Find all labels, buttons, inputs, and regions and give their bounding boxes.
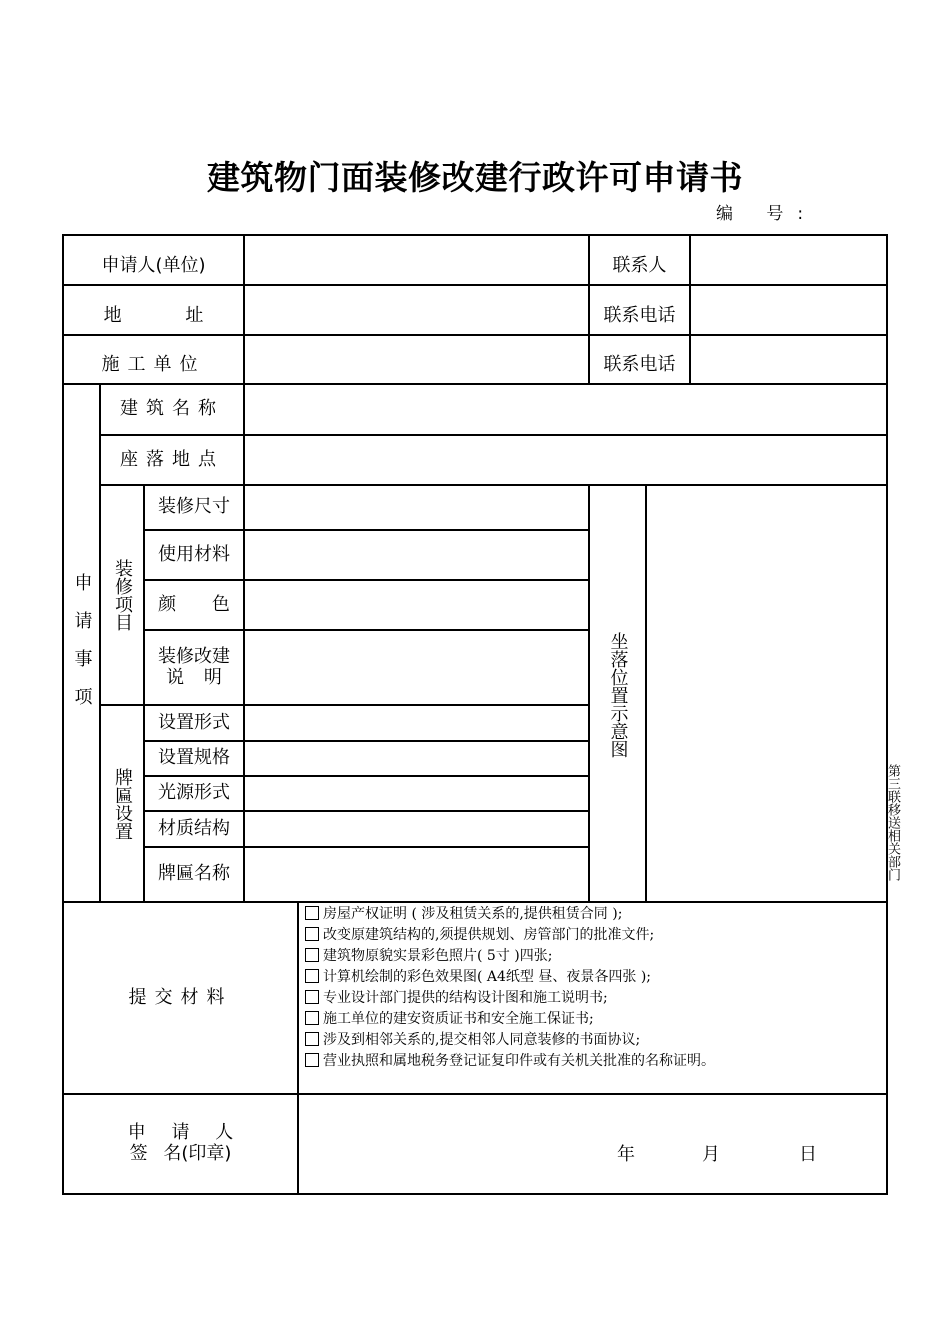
sign-form-label: 设置形式 <box>158 711 230 733</box>
address-label: 地 址 <box>103 304 204 326</box>
construction-unit-label: 施工单位 <box>101 353 206 375</box>
checklist-item: 施工单位的建安资质证书和安全施工保证书; <box>305 1009 880 1030</box>
construction-unit-field[interactable] <box>245 336 588 383</box>
checklist-item: 改变原建筑结构的,须提供规划、房管部门的批准文件; <box>305 925 880 946</box>
applicant-signature-label <box>64 1095 297 1193</box>
checkbox[interactable] <box>305 1011 319 1025</box>
renovation-description-label-line2: 说 明 <box>166 666 222 688</box>
decoration-items-group-label: 装修项目 <box>112 559 133 631</box>
date-month-label: 月 <box>702 1143 720 1165</box>
checkbox[interactable] <box>305 927 319 941</box>
checklist-item: 建筑物原貌实景彩色照片( 5寸 )四张; <box>305 946 880 967</box>
sign-form-field[interactable] <box>245 706 588 740</box>
building-name-label: 建筑名称 <box>120 398 224 420</box>
table-border-bottom <box>62 1193 888 1195</box>
checklist-item: 房屋产权证明 ( 涉及租赁关系的,提供租赁合同 ); <box>305 904 880 925</box>
sign-settings-group-label: 牌匾设置 <box>112 767 133 840</box>
checklist-item: 涉及到相邻关系的,提交相邻人同意装修的书面协议; <box>305 1030 880 1051</box>
checkbox[interactable] <box>305 990 319 1004</box>
checklist-item: 专业设计部门提供的结构设计图和施工说明书; <box>305 988 880 1009</box>
contact-person-field[interactable] <box>691 236 886 284</box>
copy-routing-note: 第三联移送相关部门 <box>885 764 900 881</box>
location-label: 座落地点 <box>120 448 224 470</box>
contact-person-label: 联系人 <box>612 254 667 276</box>
application-form-table <box>62 234 888 1195</box>
material-structure-label: 材质结构 <box>158 817 230 839</box>
serial-number-label: 编 号: <box>716 204 818 224</box>
location-diagram-area[interactable] <box>647 486 886 901</box>
contact-phone-field[interactable] <box>691 286 886 334</box>
sign-name-field[interactable] <box>245 848 588 901</box>
checklist-item: 营业执照和属地税务登记证复印件或有关机关批准的名称证明。 <box>305 1051 880 1072</box>
checkbox[interactable] <box>305 969 319 983</box>
applicant-value-field[interactable] <box>245 236 588 284</box>
date-day-label: 日 <box>799 1143 817 1165</box>
renovation-description-label-line1: 装修改建 <box>158 645 230 667</box>
sign-spec-field[interactable] <box>245 742 588 775</box>
submit-materials-checklist <box>305 904 880 1089</box>
checkbox[interactable] <box>305 1053 319 1067</box>
contact-phone-label: 联系电话 <box>603 304 676 326</box>
address-field[interactable] <box>245 286 588 334</box>
location-field[interactable] <box>245 436 886 484</box>
sign-spec-label: 设置规格 <box>158 747 230 769</box>
renovation-description-label <box>145 631 243 704</box>
checkbox[interactable] <box>305 1032 319 1046</box>
checkbox[interactable] <box>305 906 319 920</box>
light-source-label: 光源形式 <box>158 782 230 804</box>
building-name-field[interactable] <box>245 385 886 434</box>
sign-name-label: 牌匾名称 <box>158 863 230 885</box>
location-diagram-label: 坐落位置示意图 <box>607 632 629 758</box>
signature-label-line2: 签 名(印章) <box>129 1143 232 1164</box>
form-title: 建筑物门面装修改建行政许可申请书 <box>207 158 743 197</box>
applicant-label: 申请人(单位) <box>101 254 206 276</box>
light-source-field[interactable] <box>245 777 588 810</box>
color-label: 颜 色 <box>158 593 230 615</box>
materials-used-field[interactable] <box>245 531 588 579</box>
color-field[interactable] <box>245 581 588 629</box>
application-items-group-label: 申请事项 <box>71 573 93 725</box>
submit-materials-label: 提交材料 <box>128 986 233 1008</box>
checklist-item: 计算机绘制的彩色效果图( A4纸型 昼、夜景各四张 ); <box>305 967 880 988</box>
materials-used-label: 使用材料 <box>158 543 230 565</box>
signature-label-line1: 申 请 人 <box>127 1122 234 1144</box>
decoration-size-label: 装修尺寸 <box>158 496 230 518</box>
contact-phone-label: 联系电话 <box>603 353 676 375</box>
checkbox[interactable] <box>305 948 319 962</box>
date-year-label: 年 <box>617 1143 635 1165</box>
renovation-description-field[interactable] <box>245 631 588 704</box>
material-structure-field[interactable] <box>245 812 588 846</box>
contact-phone-field[interactable] <box>691 336 886 383</box>
decoration-size-field[interactable] <box>245 486 588 529</box>
table-border-right <box>886 234 888 1195</box>
